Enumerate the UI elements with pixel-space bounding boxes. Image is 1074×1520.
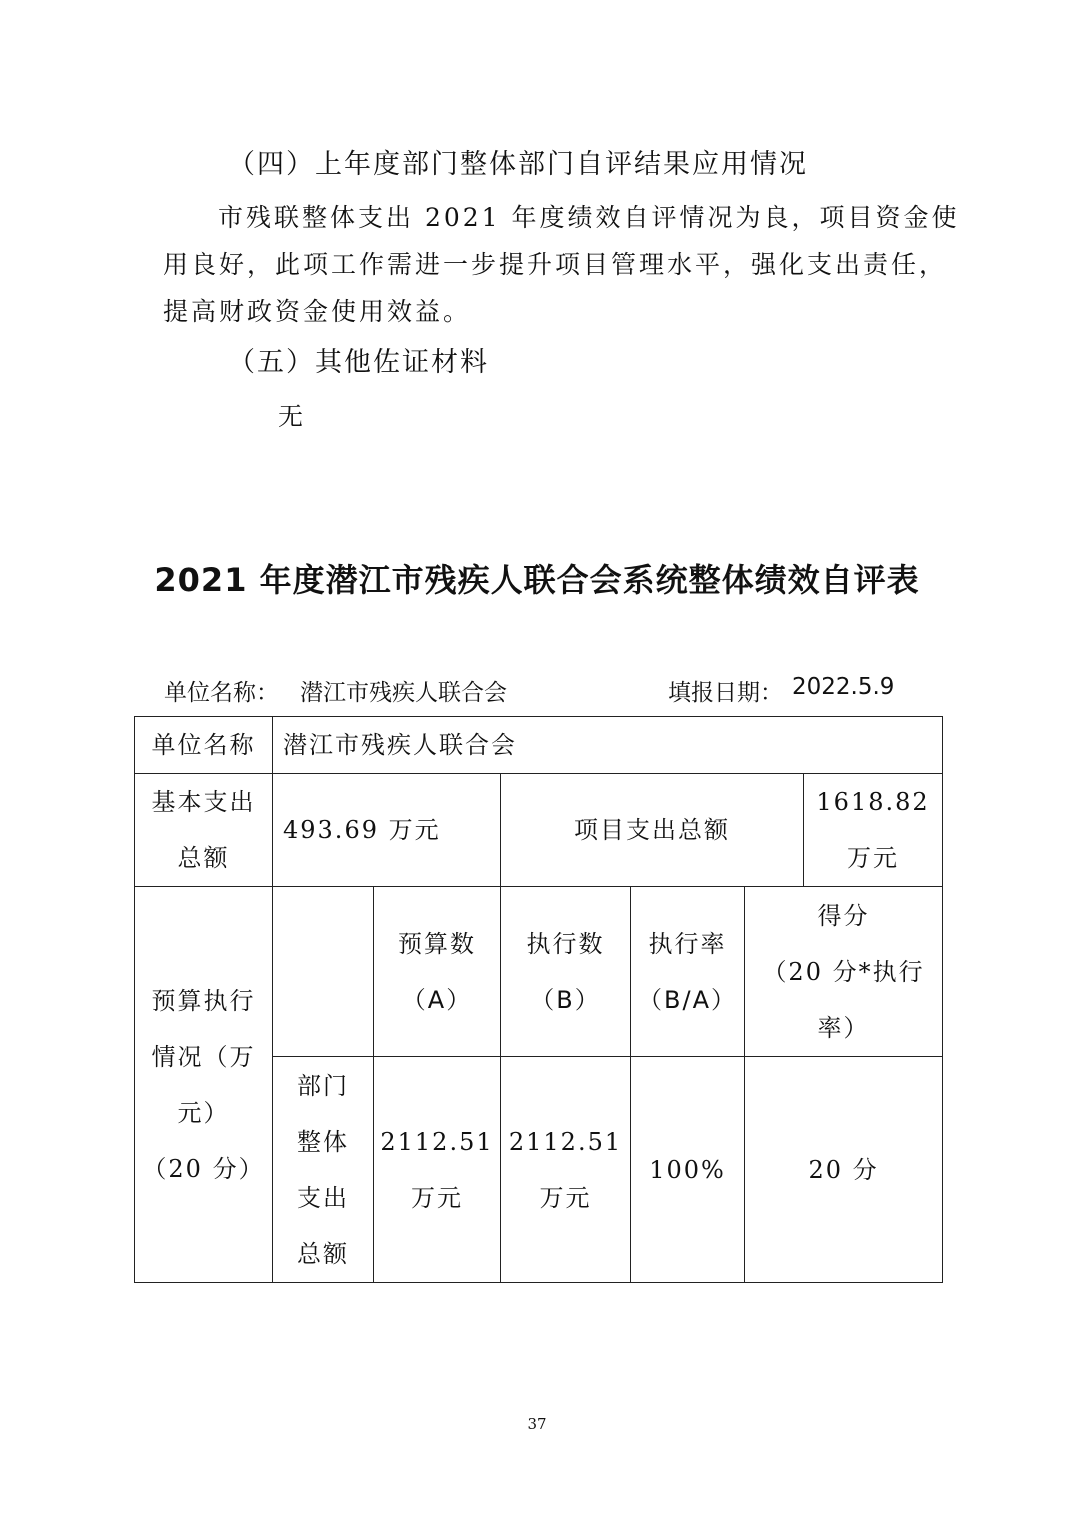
budget-exec-label: 预算执行 情况（万 元） （20 分）	[135, 887, 273, 1283]
section4-heading: （四）上年度部门整体部门自评结果应用情况	[228, 149, 808, 180]
header-executed: 执行数 （B）	[501, 887, 631, 1057]
unit-label: 单位名称：	[164, 680, 279, 706]
section4-line-2: 用良好，此项工作需进一步提升项目管理水平，强化支出责任，	[163, 250, 948, 279]
date-label: 填报日期：	[668, 680, 783, 706]
header-score: 得分 （20 分*执行 率）	[745, 887, 943, 1057]
header-exec-rate: 执行率 （B/A）	[631, 887, 745, 1057]
table-row-expenditure	[135, 774, 943, 887]
header-budget: 预算数 （A）	[374, 887, 501, 1057]
unit-name-value: 潜江市残疾人联合会	[273, 717, 943, 774]
evaluation-table	[134, 716, 943, 1283]
basic-expense-value: 493.69 万元	[273, 774, 501, 887]
project-expense-value: 1618.82 万元	[804, 774, 943, 887]
project-expense-label: 项目支出总额	[501, 774, 804, 887]
exec-rate-value-cell: 100%	[631, 1057, 745, 1283]
table-row-header	[135, 887, 943, 1057]
item-name-cell: 部门 整体 支出 总额	[273, 1057, 374, 1283]
section5-body: 无	[278, 402, 307, 431]
executed-value-cell: 2112.51 万元	[501, 1057, 631, 1283]
form-title: 2021 年度潜江市残疾人联合会系统整体绩效自评表	[154, 561, 920, 599]
table-row-unit	[135, 717, 943, 774]
section4-line-3: 提高财政资金使用效益。	[163, 297, 472, 326]
page-number: 37	[527, 1415, 547, 1433]
section4-line-1: 市残联整体支出 2021 年度绩效自评情况为良，项目资金使	[218, 203, 960, 232]
unit-value: 潜江市残疾人联合会	[300, 680, 507, 706]
date-value: 2022.5.9	[792, 674, 895, 700]
budget-value-cell: 2112.51 万元	[374, 1057, 501, 1283]
section5-heading: （五）其他佐证材料	[228, 347, 489, 378]
unit-name-label: 单位名称	[135, 717, 273, 774]
basic-expense-label: 基本支出 总额	[135, 774, 273, 887]
score-value-cell: 20 分	[745, 1057, 943, 1283]
header-blank-cell	[273, 887, 374, 1057]
